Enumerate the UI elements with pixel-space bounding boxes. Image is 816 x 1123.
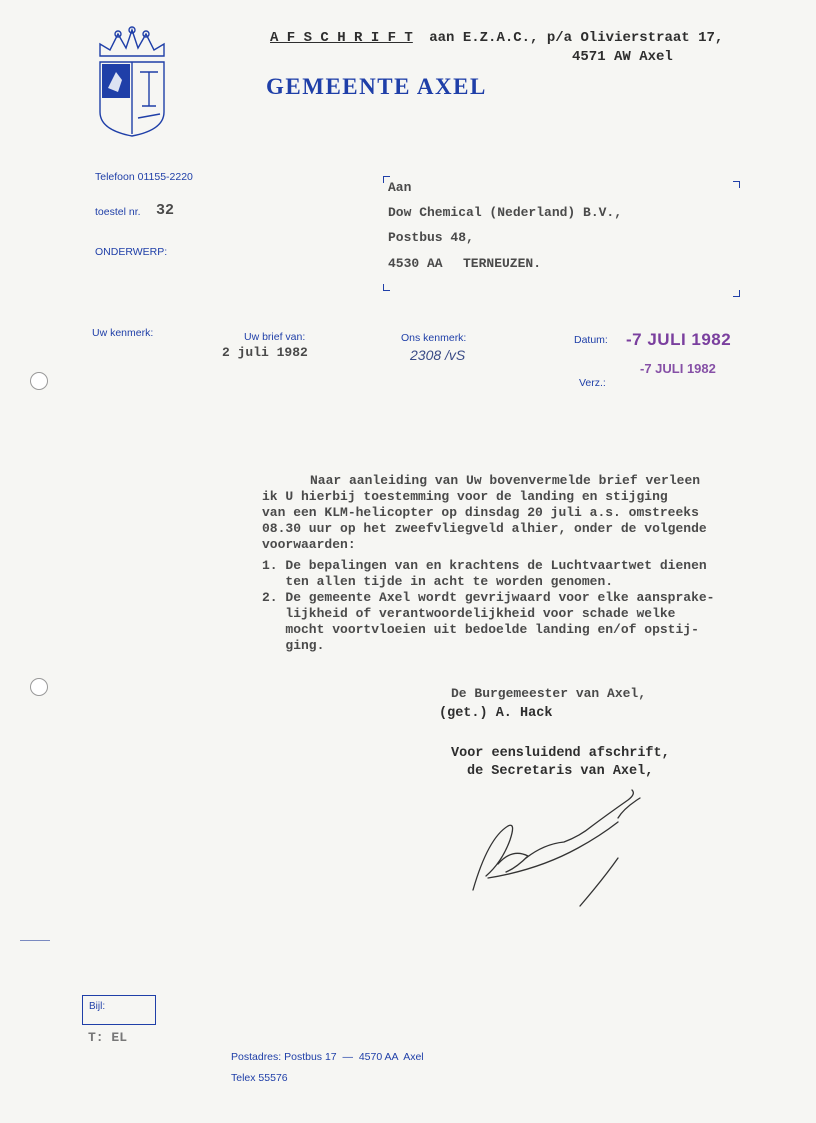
- window-corner: [733, 181, 740, 188]
- coat-of-arms-icon: [94, 26, 170, 138]
- condition-line: mocht voortvloeien uit bedoelde landing en/of opstij-: [262, 622, 699, 637]
- sent-label: Verz.:: [579, 377, 606, 389]
- subject-label: ONDERWERP:: [95, 246, 168, 258]
- body-line: voorwaarden:: [262, 537, 356, 552]
- signature: [468, 778, 648, 908]
- telex: Telex 55576: [231, 1072, 288, 1084]
- municipality-title: GEMEENTE AXEL: [266, 74, 487, 99]
- sent-stamp: -7 JULI 1982: [640, 361, 716, 376]
- signed-line: (get.) A. Hack: [439, 706, 553, 721]
- extension-label: toestel nr.: [95, 206, 141, 218]
- enclosure-box: [82, 995, 156, 1025]
- typist-initials: T: EL: [88, 1030, 128, 1045]
- condition-line: ging.: [262, 638, 325, 653]
- recipient-line: Dow Chemical (Nederland) B.V.,: [388, 205, 623, 220]
- certified-line: Voor eensluidend afschrift,: [451, 746, 670, 761]
- our-ref-value: 2308 /vS: [410, 347, 466, 363]
- our-ref-label: Ons kenmerk:: [401, 332, 467, 344]
- date-label: Datum:: [574, 334, 608, 346]
- secretary-line: de Secretaris van Axel,: [467, 764, 654, 779]
- recipient-postcode: 4530 AA: [388, 256, 443, 271]
- body-line: ik U hierbij toestemming voor de landing en stijging: [262, 489, 668, 504]
- copy-address-line2: 4571 AW Axel: [572, 49, 673, 65]
- postal-address: Postadres: Postbus 17 — 4570 AA Axel: [231, 1051, 424, 1063]
- your-ref-label: Uw kenmerk:: [92, 327, 154, 339]
- recipient-line: Postbus 48,: [388, 230, 474, 245]
- body-line: 08.30 uur op het zweefvliegveld alhier, onder de volgende: [262, 521, 707, 536]
- condition-line: ten allen tijde in acht te worden genomen.: [262, 574, 614, 589]
- copy-word: A F S C H R I F T: [270, 30, 413, 46]
- margin-rule: [20, 940, 50, 941]
- telephone: Telefoon 01155-2220: [95, 171, 193, 183]
- your-letter-date: 2 juli 1982: [222, 345, 308, 360]
- recipient-line: Aan: [388, 180, 412, 195]
- window-corner: [733, 290, 740, 297]
- copy-address: aan E.Z.A.C., p/a Olivierstraat 17,: [429, 30, 724, 46]
- punch-hole: [30, 678, 48, 696]
- body-line: van een KLM-helicopter op dinsdag 20 juli a.s. omstreeks: [262, 505, 699, 520]
- enclosure-label: Bijl:: [89, 1001, 106, 1012]
- date-stamp: -7 JULI 1982: [626, 330, 732, 349]
- condition-line: 2. De gemeente Axel wordt gevrijwaard voor elke aansprake-: [262, 590, 715, 605]
- punch-hole: [30, 372, 48, 390]
- copy-notice: [270, 30, 723, 46]
- body-line: Naar aanleiding van Uw bovenvermelde brief verleen: [310, 473, 701, 488]
- mayor-line: De Burgemeester van Axel,: [451, 686, 647, 701]
- condition-line: lijkheid of verantwoordelijkheid voor schade welke: [262, 606, 676, 621]
- your-letter-label: Uw brief van:: [244, 331, 306, 343]
- condition-line: 1. De bepalingen van en krachtens de Luchtvaartwet dienen: [262, 558, 707, 573]
- extension-value: 32: [156, 202, 175, 219]
- window-corner: [383, 284, 390, 291]
- recipient-city: TERNEUZEN.: [463, 256, 542, 271]
